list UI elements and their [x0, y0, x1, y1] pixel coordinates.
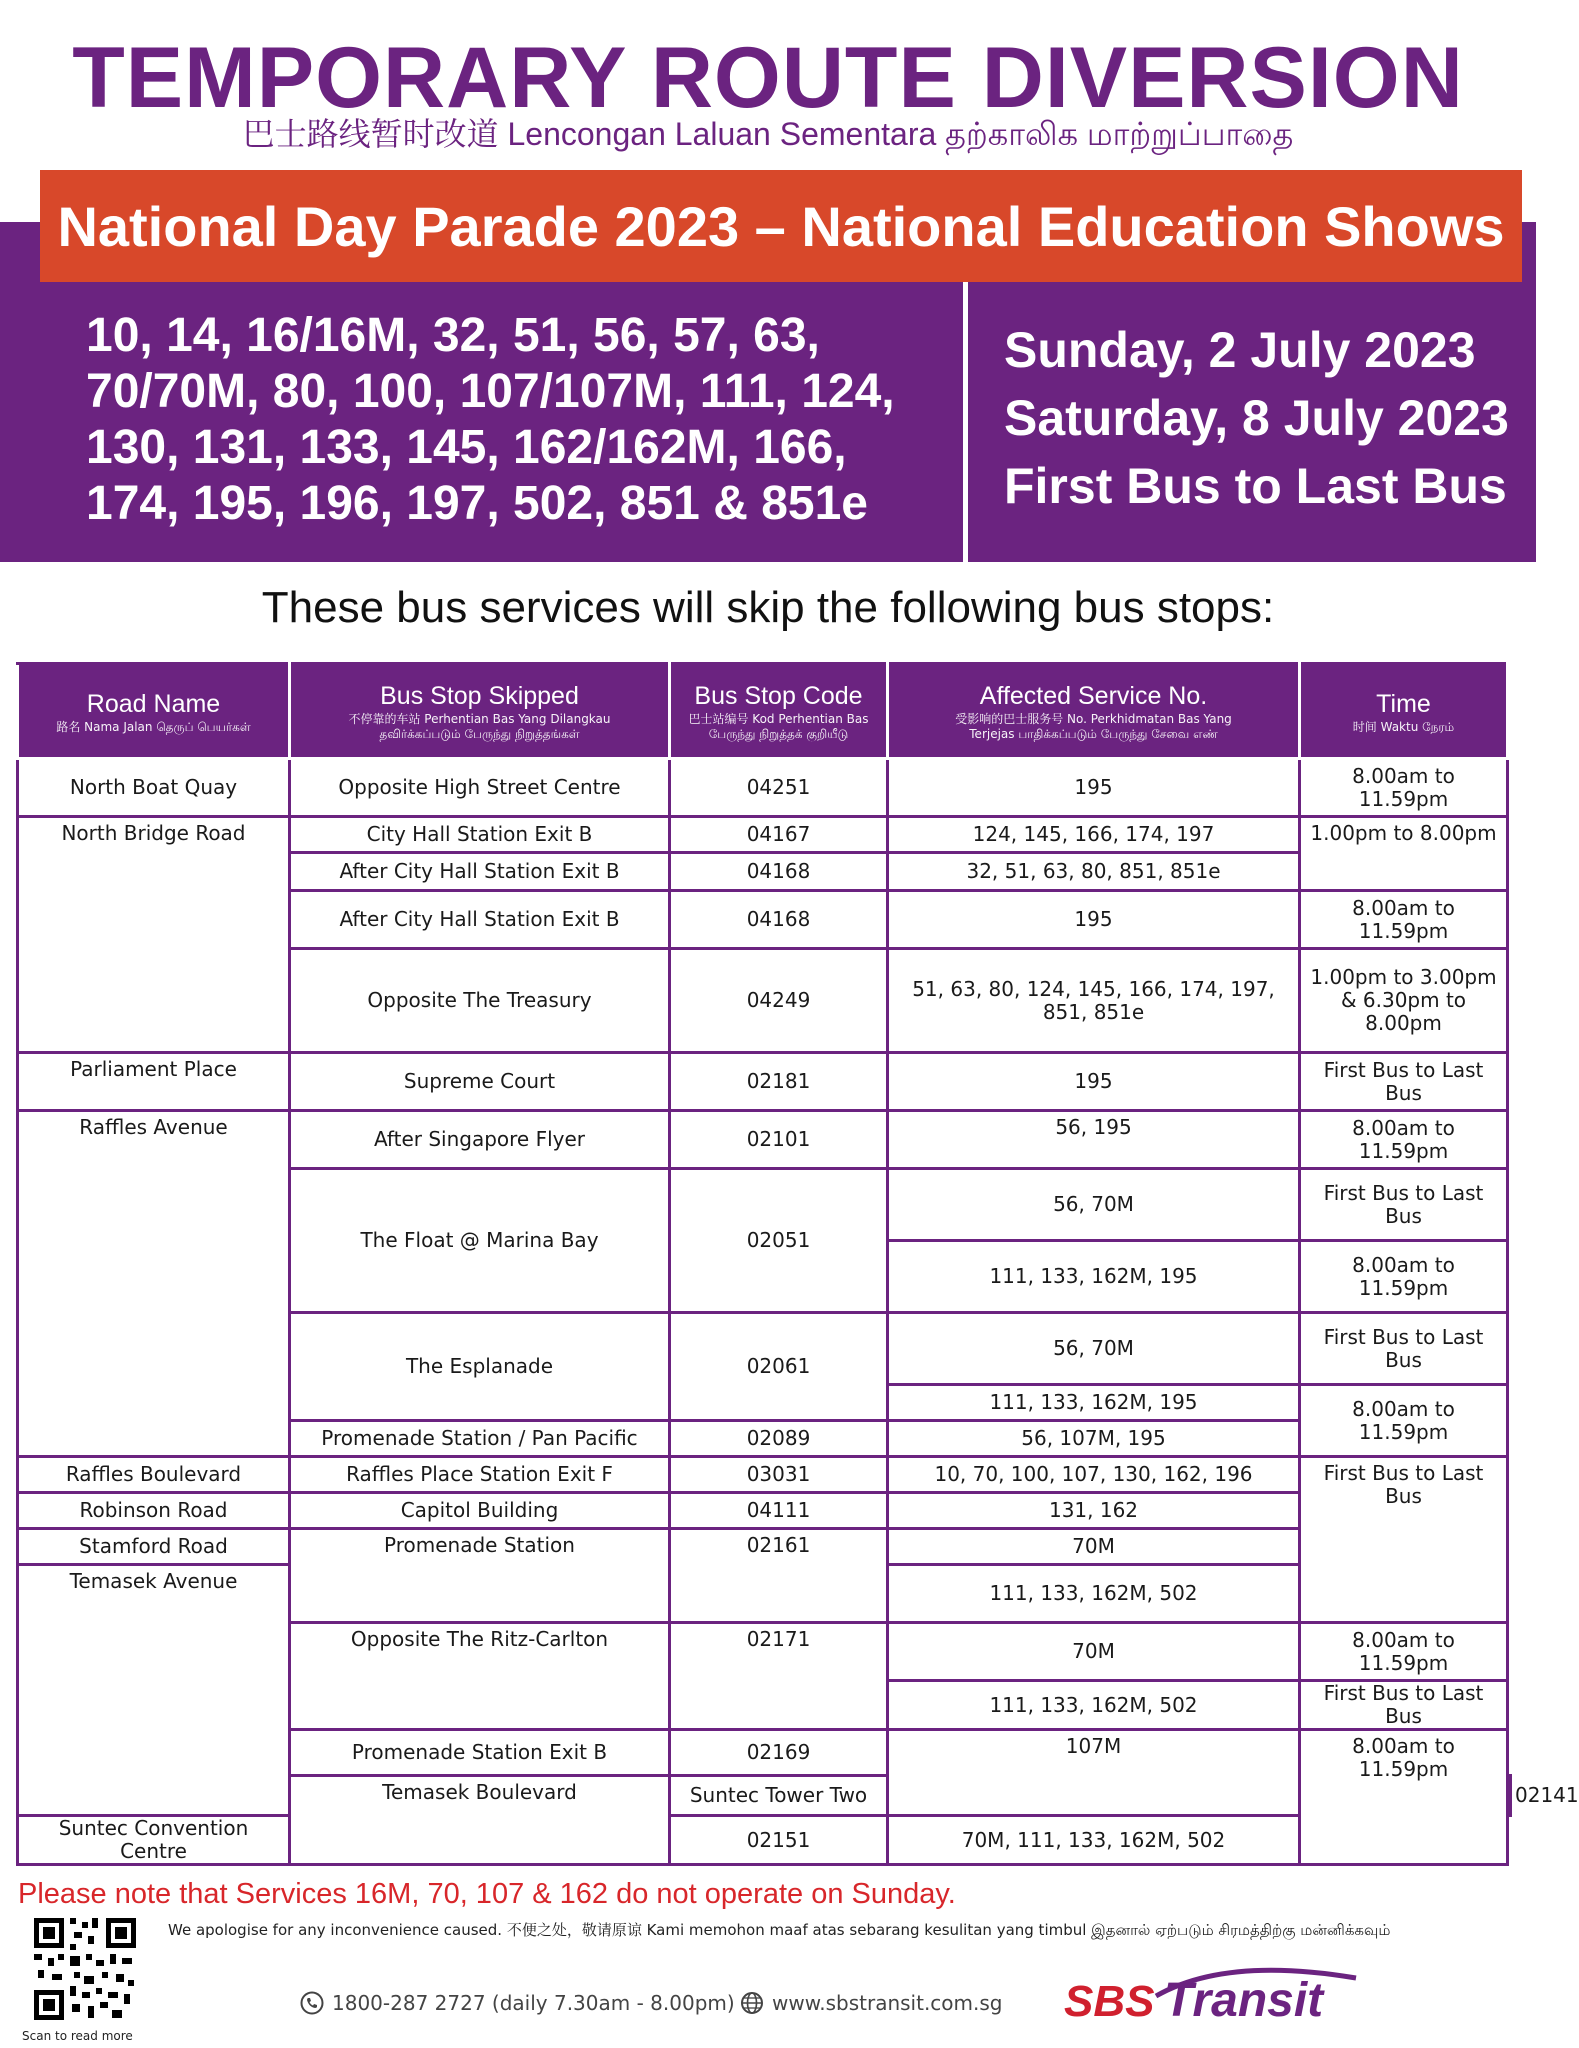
band-divider — [963, 282, 968, 562]
road-name: North Bridge Road — [18, 817, 290, 1053]
services: 56, 107M, 195 — [888, 1421, 1300, 1457]
stop-code: 04168 — [670, 853, 888, 891]
diversion-dates — [1004, 316, 1524, 520]
stop-name: Suntec Tower Two — [670, 1776, 888, 1816]
stop-name: Opposite High Street Centre — [290, 759, 670, 817]
time: First Bus to Last Bus — [1300, 1681, 1508, 1730]
services: 10, 70, 100, 107, 130, 162, 196 — [888, 1457, 1300, 1493]
road-name: Parliament Place — [18, 1053, 290, 1111]
time: 1.00pm to 3.00pm & 6.30pm to 8.00pm — [1300, 949, 1508, 1053]
stop-code: 04168 — [670, 891, 888, 949]
sbs-transit-logo — [1060, 1956, 1360, 2036]
services-line: 10, 14, 16/16M, 32, 51, 56, 57, 63, — [86, 309, 820, 362]
services: 111, 133, 162M, 195 — [888, 1241, 1300, 1313]
stop-code: 02161 — [670, 1529, 888, 1623]
header-affected-service: Affected Service No. 受影响的巴士服务号 No. Perkhidmatan Bas Yang Terjejas பாதிக்கப்படும் பேருந்து சேவை எண் — [888, 664, 1300, 759]
stop-name: Promenade Station / Pan Pacific — [290, 1421, 670, 1457]
stop-name: Promenade Station Exit B — [290, 1730, 670, 1776]
table-row — [18, 1816, 1511, 1865]
stop-name: Opposite The Treasury — [290, 949, 670, 1053]
header-bus-stop-skipped: Bus Stop Skipped 不停靠的车站 Perhentian Bas Yang Dilangkau தவிர்க்கப்படும் பேருந்து நிறுத்தங்கள் — [290, 664, 670, 759]
stop-code: 02151 — [670, 1816, 888, 1865]
stop-name: After City Hall Station Exit B — [290, 853, 670, 891]
stop-name: City Hall Station Exit B — [290, 817, 670, 853]
affected-services-list — [86, 308, 956, 532]
services-line: 130, 131, 133, 145, 162/162M, 166, — [86, 421, 847, 474]
services: 195 — [888, 1053, 1300, 1111]
road-name: Stamford Road — [18, 1529, 290, 1565]
stop-name: The Float @ Marina Bay — [290, 1169, 670, 1313]
date-line: Sunday, 2 July 2023 — [1004, 322, 1476, 378]
time: 8.00am to 11.59pm — [1300, 1385, 1508, 1457]
date-line: First Bus to Last Bus — [1004, 458, 1507, 514]
date-line: Saturday, 8 July 2023 — [1004, 390, 1509, 446]
services: 56, 70M — [888, 1169, 1300, 1241]
time: First Bus to Last Bus — [1300, 1313, 1508, 1385]
header-road-name: Road Name 路名 Nama Jalan தெருப் பெயர்கள் — [18, 664, 290, 759]
stop-name: Raffles Place Station Exit F — [290, 1457, 670, 1493]
services: 195 — [888, 759, 1300, 817]
table-row — [18, 1457, 1511, 1493]
stop-code: 02141 — [1508, 1776, 1511, 1816]
time: First Bus to Last Bus — [1300, 1053, 1508, 1111]
hotline-text: 1800-287 2727 (daily 7.30am - 8.00pm) — [332, 1991, 735, 2015]
page-subtitle-multilingual: 巴士路线暂时改道 Lencongan Laluan Sementara தற்காலிக மாற்றுப்பாதை — [242, 116, 1294, 152]
table-row — [18, 1529, 1511, 1565]
skip-note: These bus services will skip the following bus stops: — [261, 583, 1275, 632]
svg-text:SBS: SBS — [1064, 1977, 1155, 2026]
stop-code: 02171 — [670, 1623, 888, 1730]
services: 124, 145, 166, 174, 197 — [888, 817, 1300, 853]
stop-name: Capitol Building — [290, 1493, 670, 1529]
stop-name: Opposite The Ritz-Carlton — [290, 1623, 670, 1730]
table-header-row — [18, 664, 1511, 759]
services: 56, 195 — [888, 1111, 1300, 1169]
road-name: Robinson Road — [18, 1493, 290, 1529]
stop-name: After City Hall Station Exit B — [290, 891, 670, 949]
services: 70M, 111, 133, 162M, 502 — [888, 1816, 1300, 1865]
event-name: National Day Parade 2023 – National Education Shows — [57, 194, 1505, 258]
event-banner — [40, 170, 1522, 282]
stop-name: Suntec Convention Centre — [18, 1816, 290, 1865]
qr-code-icon[interactable] — [30, 1914, 140, 2024]
time: 8.00am to 11.59pm — [1300, 759, 1508, 817]
table-row — [18, 1053, 1511, 1111]
stop-code: 02061 — [670, 1313, 888, 1421]
stop-name: Supreme Court — [290, 1053, 670, 1111]
services: 111, 133, 162M, 195 — [888, 1385, 1300, 1421]
road-name: Raffles Boulevard — [18, 1457, 290, 1493]
stop-code: 02089 — [670, 1421, 888, 1457]
services: 111, 133, 162M, 502 — [888, 1565, 1300, 1623]
phone-icon — [300, 1991, 324, 2015]
stop-code: 02181 — [670, 1053, 888, 1111]
time: 8.00am to 11.59pm — [1300, 891, 1508, 949]
table-row — [18, 1111, 1511, 1169]
time: 8.00am to 11.59pm — [1300, 1111, 1508, 1169]
time: First Bus to Last Bus — [1300, 1169, 1508, 1241]
header-time: Time 时间 Waktu நேரம் — [1300, 664, 1508, 759]
services-line: 174, 195, 196, 197, 502, 851 & 851e — [86, 477, 868, 530]
services: 32, 51, 63, 80, 851, 851e — [888, 853, 1300, 891]
table-row — [18, 817, 1511, 853]
qr-caption: Scan to read more — [22, 2029, 133, 2043]
time: 1.00pm to 8.00pm — [1300, 817, 1508, 891]
stop-code: 04249 — [670, 949, 888, 1053]
table-row — [18, 1493, 1511, 1529]
road-name: Raffles Avenue — [18, 1111, 290, 1457]
hotline[interactable] — [300, 1988, 735, 2018]
time: 8.00am to 11.59pm — [1300, 1623, 1508, 1681]
road-name: Temasek Avenue — [18, 1565, 290, 1816]
stop-code: 03031 — [670, 1457, 888, 1493]
stop-name: The Esplanade — [290, 1313, 670, 1421]
stop-name: Promenade Station — [290, 1529, 670, 1623]
diversion-table — [16, 662, 1579, 1866]
services: 56, 70M — [888, 1313, 1300, 1385]
website-text: www.sbstransit.com.sg — [772, 1991, 1003, 2015]
stop-code: 04251 — [670, 759, 888, 817]
stop-code: 02169 — [670, 1730, 888, 1776]
services: 195 — [888, 891, 1300, 949]
stop-code: 04167 — [670, 817, 888, 853]
services: 111, 133, 162M, 502 — [888, 1681, 1300, 1730]
stop-name: After Singapore Flyer — [290, 1111, 670, 1169]
page-title: TEMPORARY ROUTE DIVERSION — [72, 30, 1464, 126]
apology-text: We apologise for any inconvenience caused. 不便之处，敬请原谅 Kami memohon maaf atas sebarang kesulitan yang timbul இதனால் ஏற்படும் சிரமத்திற்கு மன்னிக்கவும் — [168, 1921, 1391, 1939]
svg-text:Transit: Transit — [1164, 1974, 1324, 2027]
stop-code: 04111 — [670, 1493, 888, 1529]
services-line: 70/70M, 80, 100, 107/107M, 111, 124, — [86, 365, 895, 418]
services: 131, 162 — [888, 1493, 1300, 1529]
header-bus-stop-code: Bus Stop Code 巴士站编号 Kod Perhentian Bas பேருந்து நிறுத்தக் குறியீடு — [670, 664, 888, 759]
services: 107M — [888, 1730, 1300, 1816]
time: 8.00am to 11.59pm — [1300, 1241, 1508, 1313]
time: 8.00am to 11.59pm — [1300, 1730, 1508, 1865]
services: 70M — [888, 1529, 1300, 1565]
services: 51, 63, 80, 124, 145, 166, 174, 197, 851, 851e — [888, 949, 1300, 1053]
stop-code: 02051 — [670, 1169, 888, 1313]
globe-icon — [740, 1991, 764, 2015]
table-row — [18, 759, 1511, 817]
sunday-note: Please note that Services 16M, 70, 107 & 162 do not operate on Sunday. — [18, 1878, 956, 1910]
road-name: Temasek Boulevard — [290, 1776, 670, 1865]
time: First Bus to Last Bus — [1300, 1457, 1508, 1623]
road-name: North Boat Quay — [18, 759, 290, 817]
services: 70M — [888, 1623, 1300, 1681]
stop-code: 02101 — [670, 1111, 888, 1169]
website-link[interactable] — [740, 1988, 1003, 2018]
